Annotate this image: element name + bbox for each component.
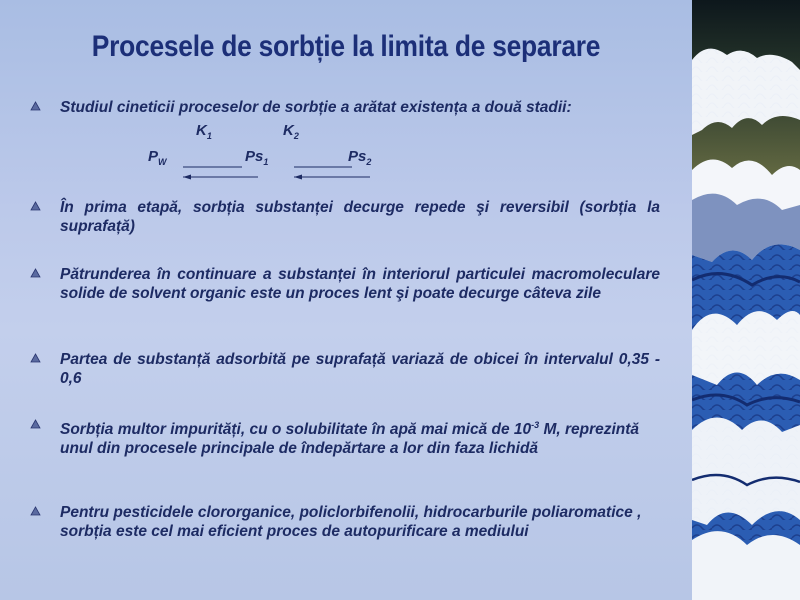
species-pw: $P_W$	[148, 148, 167, 167]
bullet-item-1	[30, 98, 660, 117]
species-ps2: $Ps_2$	[348, 148, 372, 167]
slide-title: Procesele de sorbție la limita de separare	[91, 30, 601, 63]
bullet-item-5	[30, 416, 660, 458]
triangle-bullet-icon	[30, 506, 41, 517]
equilibrium-arrows	[180, 160, 380, 184]
bullet-item-6	[30, 503, 660, 541]
wave-decoration-image	[692, 0, 800, 600]
bullet-text: Pentru pesticidele clororganice, policlorbifenolii, hidrocarburile poliaromatice , sorbția este cel mai eficient proces de autopurificare a mediului	[60, 504, 642, 540]
bullet-text: Studiul cineticii proceselor de sorbție a arătat existența a două stadii:	[60, 99, 572, 116]
constant-k2: $K_2$	[283, 122, 299, 141]
triangle-bullet-icon	[30, 268, 41, 279]
bullet-text: Partea de substanță adsorbită pe suprafață variază de obicei în intervalul 0,35 - 0,6	[60, 351, 660, 387]
wave-art-icon	[692, 0, 800, 600]
bullet-item-4	[30, 350, 660, 388]
bullet-text: Pătrunderea în continuare a substanței în interiorul particulei macromoleculare solide de solvent organic este un proces lent şi poate decurge câteva zile	[60, 266, 660, 302]
bullet-text: Sorbția multor impurități, cu o solubilitate în apă mai mică de $10^{-3}$ M, reprezintă unul din procesele principale de îndepărtare a lor din faza lichidă	[60, 420, 640, 458]
bullet-item-3	[30, 265, 660, 303]
triangle-bullet-icon	[30, 353, 41, 364]
bullet-item-2	[30, 198, 660, 236]
triangle-bullet-icon	[30, 101, 41, 112]
constant-k1: $K_1$	[196, 122, 212, 141]
triangle-bullet-icon	[30, 201, 41, 212]
triangle-bullet-icon	[30, 419, 41, 430]
bullet-text: În prima etapă, sorbția substanței decurge repede şi reversibil (sorbția la suprafață)	[60, 199, 660, 235]
species-ps1: $Ps_1$	[245, 148, 269, 167]
